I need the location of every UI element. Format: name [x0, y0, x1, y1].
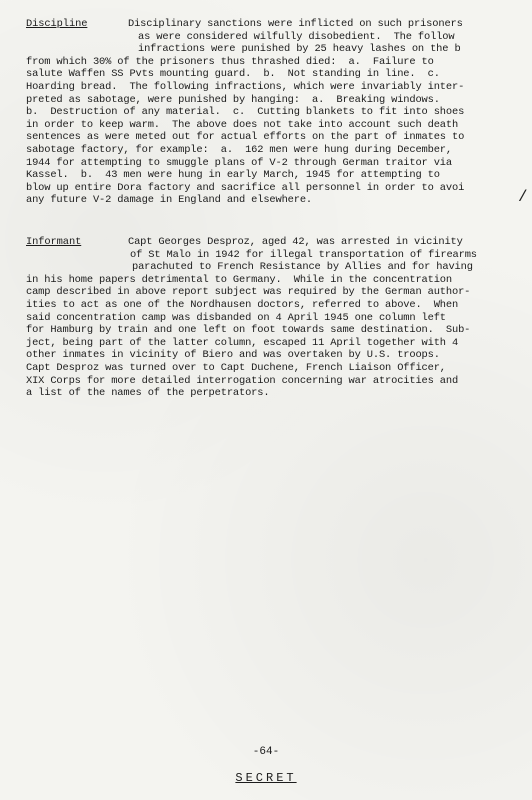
- text-line: b. Destruction of any material. c. Cutting blankets to fit into shoes: [26, 106, 465, 119]
- section-label: Discipline: [26, 18, 88, 30]
- margin-pen-mark: /: [518, 188, 528, 206]
- text-line: Disciplinary sanctions were inflicted on such prisoners: [128, 18, 463, 30]
- text-line: ities to act as one of the Nordhausen doctors, referred to above. When: [26, 299, 459, 311]
- text-line: parachuted to French Resistance by Allies and for having: [132, 261, 473, 274]
- text-line: infractions were punished by 25 heavy lashes on the b: [138, 43, 461, 56]
- text-line: of St Malo in 1942 for illegal transportation of firearms: [130, 248, 477, 261]
- text-line: camp described in above report subject was required by the German author-: [26, 286, 471, 299]
- page-number: -64-: [252, 746, 280, 758]
- text-line: any future V-2 damage in England and elsewhere.: [26, 194, 313, 207]
- text-line: sabotage factory, for example: a. 162 men were hung during December,: [26, 144, 452, 156]
- text-line: salute Waffen SS Pvts mounting guard. b. Not standing in line. c.: [26, 68, 440, 81]
- classification-marking: SECRET: [235, 771, 297, 785]
- text-line: 1944 for attempting to smuggle plans of V-2 through German traitor via: [26, 156, 452, 169]
- text-line: ject, being part of the latter column, escaped 11 April together with 4: [26, 336, 459, 349]
- text-line: as were considered wilfully disobedient. The follow: [138, 30, 455, 43]
- text-line: Hoarding bread. The following infractions, which were invariably inter-: [26, 81, 465, 93]
- text-line: in order to keep warm. The above does not take into account such death: [26, 118, 459, 131]
- text-line: Kassel. b. 43 men were hung in early March, 1945 for attempting to: [26, 169, 440, 182]
- text-line: XIX Corps for more detailed interrogation concerning war atrocities and: [26, 374, 459, 387]
- text-line: a list of the names of the perpetrators.: [26, 387, 270, 400]
- text-line: said concentration camp was disbanded on 4 April 1945 one column left: [26, 311, 446, 324]
- section-label: Informant: [26, 236, 82, 248]
- text-line: for Hamburg by train and one left on foot towards same destination. Sub-: [26, 324, 471, 337]
- text-line: from which 30% of the prisoners thus thrashed died: a. Failure to: [26, 55, 434, 68]
- text-line: blow up entire Dora factory and sacrifice all personnel in order to avoi: [26, 181, 465, 194]
- text-line: in his home papers detrimental to Germany. While in the concentration: [26, 273, 452, 286]
- text-line: Capt Georges Desproz, aged 42, was arrested in vicinity: [128, 236, 463, 248]
- text-line: Capt Desproz was turned over to Capt Duchene, French Liaison Officer,: [26, 362, 446, 374]
- text-line: sentences as were meted out for actual efforts on the part of inmates to: [26, 131, 465, 144]
- text-line: preted as sabotage, were punished by hanging: a. Breaking windows.: [26, 93, 440, 106]
- text-line: other inmates in vicinity of Biero and was overtaken by U.S. troops.: [26, 349, 440, 362]
